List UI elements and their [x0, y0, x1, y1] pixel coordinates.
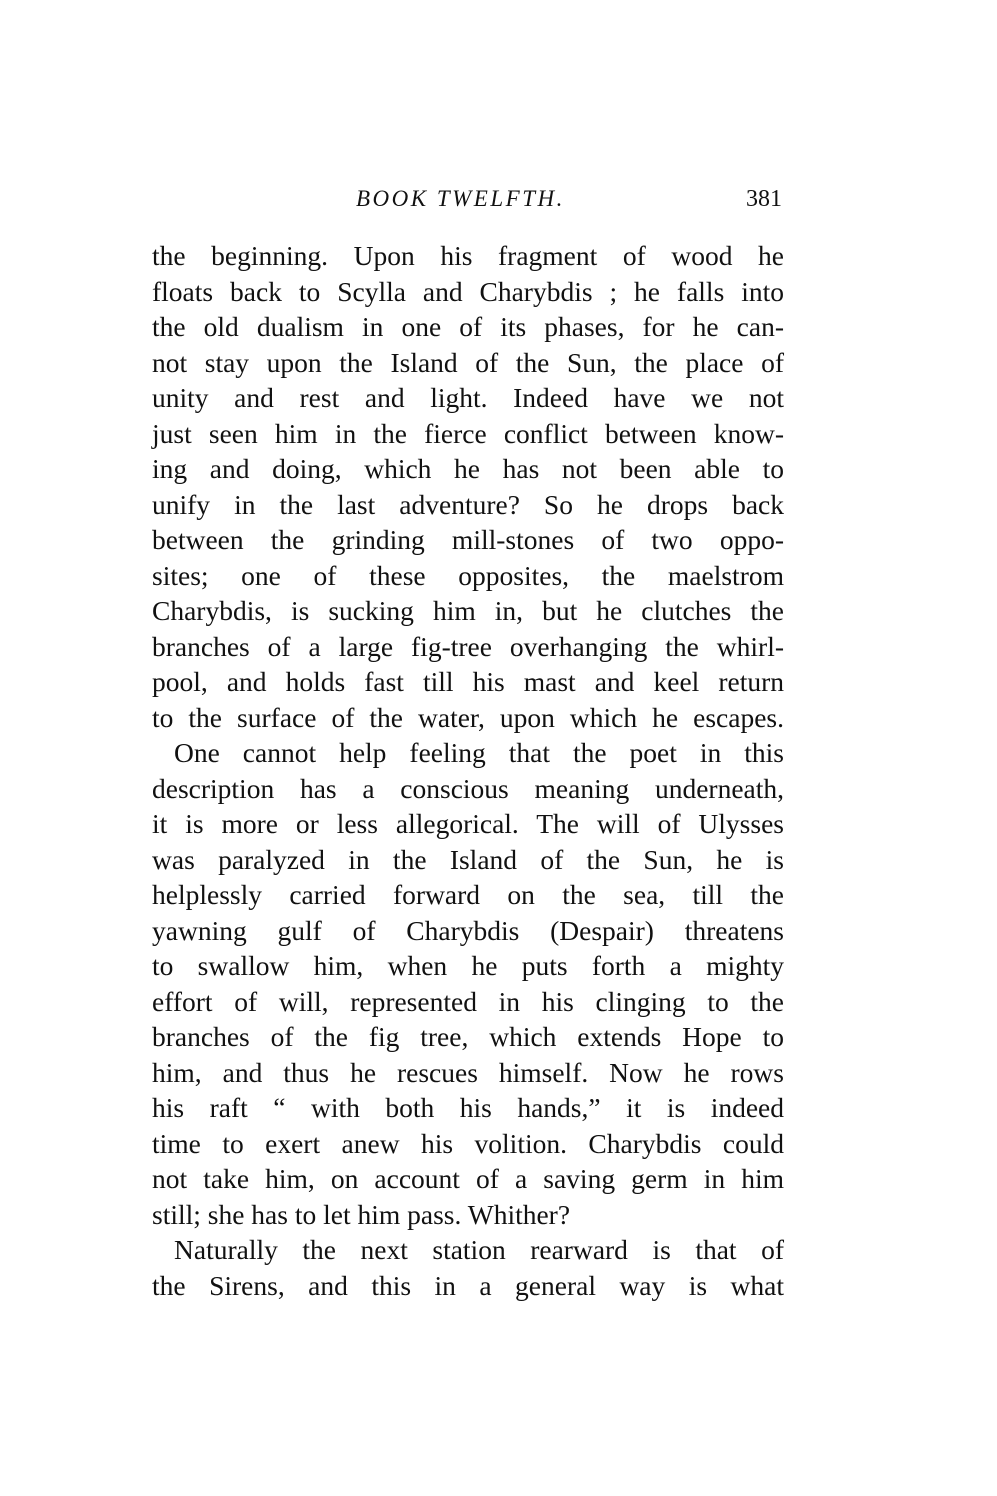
page-number: 381: [746, 186, 782, 212]
text-line: helplessly carried forward on the sea, till the: [152, 879, 784, 910]
body-text: [152, 238, 784, 1303]
text-line: just seen him in the fierce conflict between know-: [152, 417, 784, 449]
text-line: to the surface of the water, upon which he escapes.: [152, 701, 784, 733]
text-line: it is more or less allegorical. The will of Ulysses: [152, 808, 784, 839]
text-line: Charybdis, is sucking him in, but he clutches the: [152, 595, 784, 626]
text-line: not take him, on account of a saving germ in him: [152, 1163, 784, 1194]
text-line: sites; one of these opposites, the maelstrom: [152, 559, 784, 591]
text-line: between the grinding mill-stones of two oppo-: [152, 524, 784, 555]
text-line: not stay upon the Island of the Sun, the place of: [152, 346, 784, 378]
text-line: ing and doing, which he has not been able to: [152, 453, 784, 484]
text-line: unity and rest and light. Indeed have we not: [152, 382, 784, 413]
text-line: pool, and holds fast till his mast and keel return: [152, 666, 784, 697]
text-line: branches of the fig tree, which extends Hope to: [152, 1021, 784, 1052]
text-line: the beginning. Upon his fragment of wood he: [152, 240, 784, 271]
text-line: to swallow him, when he puts forth a mighty: [152, 950, 784, 981]
text-line: floats back to Scylla and Charybdis ; he falls into: [152, 275, 784, 307]
text-line: the old dualism in one of its phases, for he can-: [152, 311, 784, 342]
text-line: was paralyzed in the Island of the Sun, he is: [152, 843, 784, 875]
text-line: his raft “ with both his hands,” it is indeed: [152, 1092, 784, 1123]
text-line: effort of will, represented in his clinging to the: [152, 985, 784, 1017]
paragraph-first-line: Naturally the next station rearward is that of: [174, 1234, 784, 1265]
text-line: unify in the last adventure? So he drops back: [152, 488, 784, 520]
text-line: still; she has to let him pass. Whither?: [152, 1198, 571, 1230]
paragraph-first-line: One cannot help feeling that the poet in this: [174, 737, 784, 768]
text-line: time to exert anew his volition. Charybdis could: [152, 1127, 784, 1159]
text-line: branches of a large fig-tree overhanging the whirl-: [152, 630, 784, 662]
running-head: BOOK TWELFTH.: [356, 186, 565, 211]
text-line: description has a conscious meaning underneath,: [152, 772, 784, 804]
page-header: [152, 186, 784, 218]
text-line: the Sirens, and this in a general way is what: [152, 1269, 784, 1301]
text-line: yawning gulf of Charybdis (Despair) threatens: [152, 914, 784, 946]
text-line: him, and thus he rescues himself. Now he rows: [152, 1056, 784, 1088]
